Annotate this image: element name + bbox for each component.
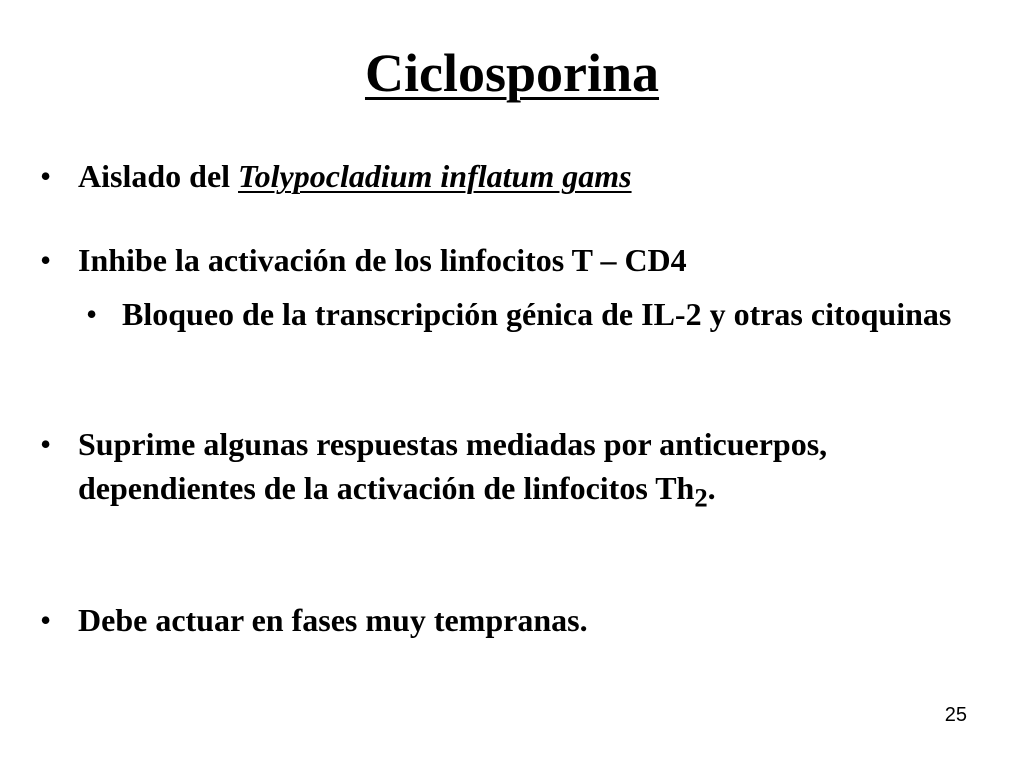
slide-title	[0, 38, 1024, 108]
bullet-text: Inhibe la activación de los linfocitos T – CD4	[78, 242, 687, 278]
bullet-isolated-from	[40, 154, 978, 198]
bullet-text: Suprime algunas respuestas mediadas por anticuerpos, dependientes de la activación de linfocitos Th	[78, 426, 828, 506]
bullet-text: Debe actuar en fases muy tempranas.	[78, 602, 588, 638]
bullet-early-phases	[40, 598, 958, 642]
bullet-dot: •	[40, 602, 52, 638]
bullet-inhibits-t-cells	[40, 238, 978, 282]
bullet-text: Bloqueo de la transcripción génica de IL-2 y otras citoquinas	[122, 296, 952, 332]
sub-bullet-il2-blockade	[86, 292, 992, 336]
bullet-suppresses-antibody-responses	[40, 422, 958, 519]
bullet-end: .	[707, 470, 716, 506]
slide-number: 25	[944, 704, 967, 726]
bullet-text: Aislado del	[78, 158, 239, 194]
slide-title-text: Ciclosporina	[364, 43, 660, 103]
subscript: 2	[694, 482, 708, 513]
bullet-dot: •	[86, 296, 98, 332]
organism-name: Tolypocladium inflatum gams	[238, 158, 632, 194]
bullet-dot: •	[40, 242, 52, 278]
bullet-dot: •	[40, 426, 52, 462]
bullet-dot: •	[40, 158, 52, 194]
